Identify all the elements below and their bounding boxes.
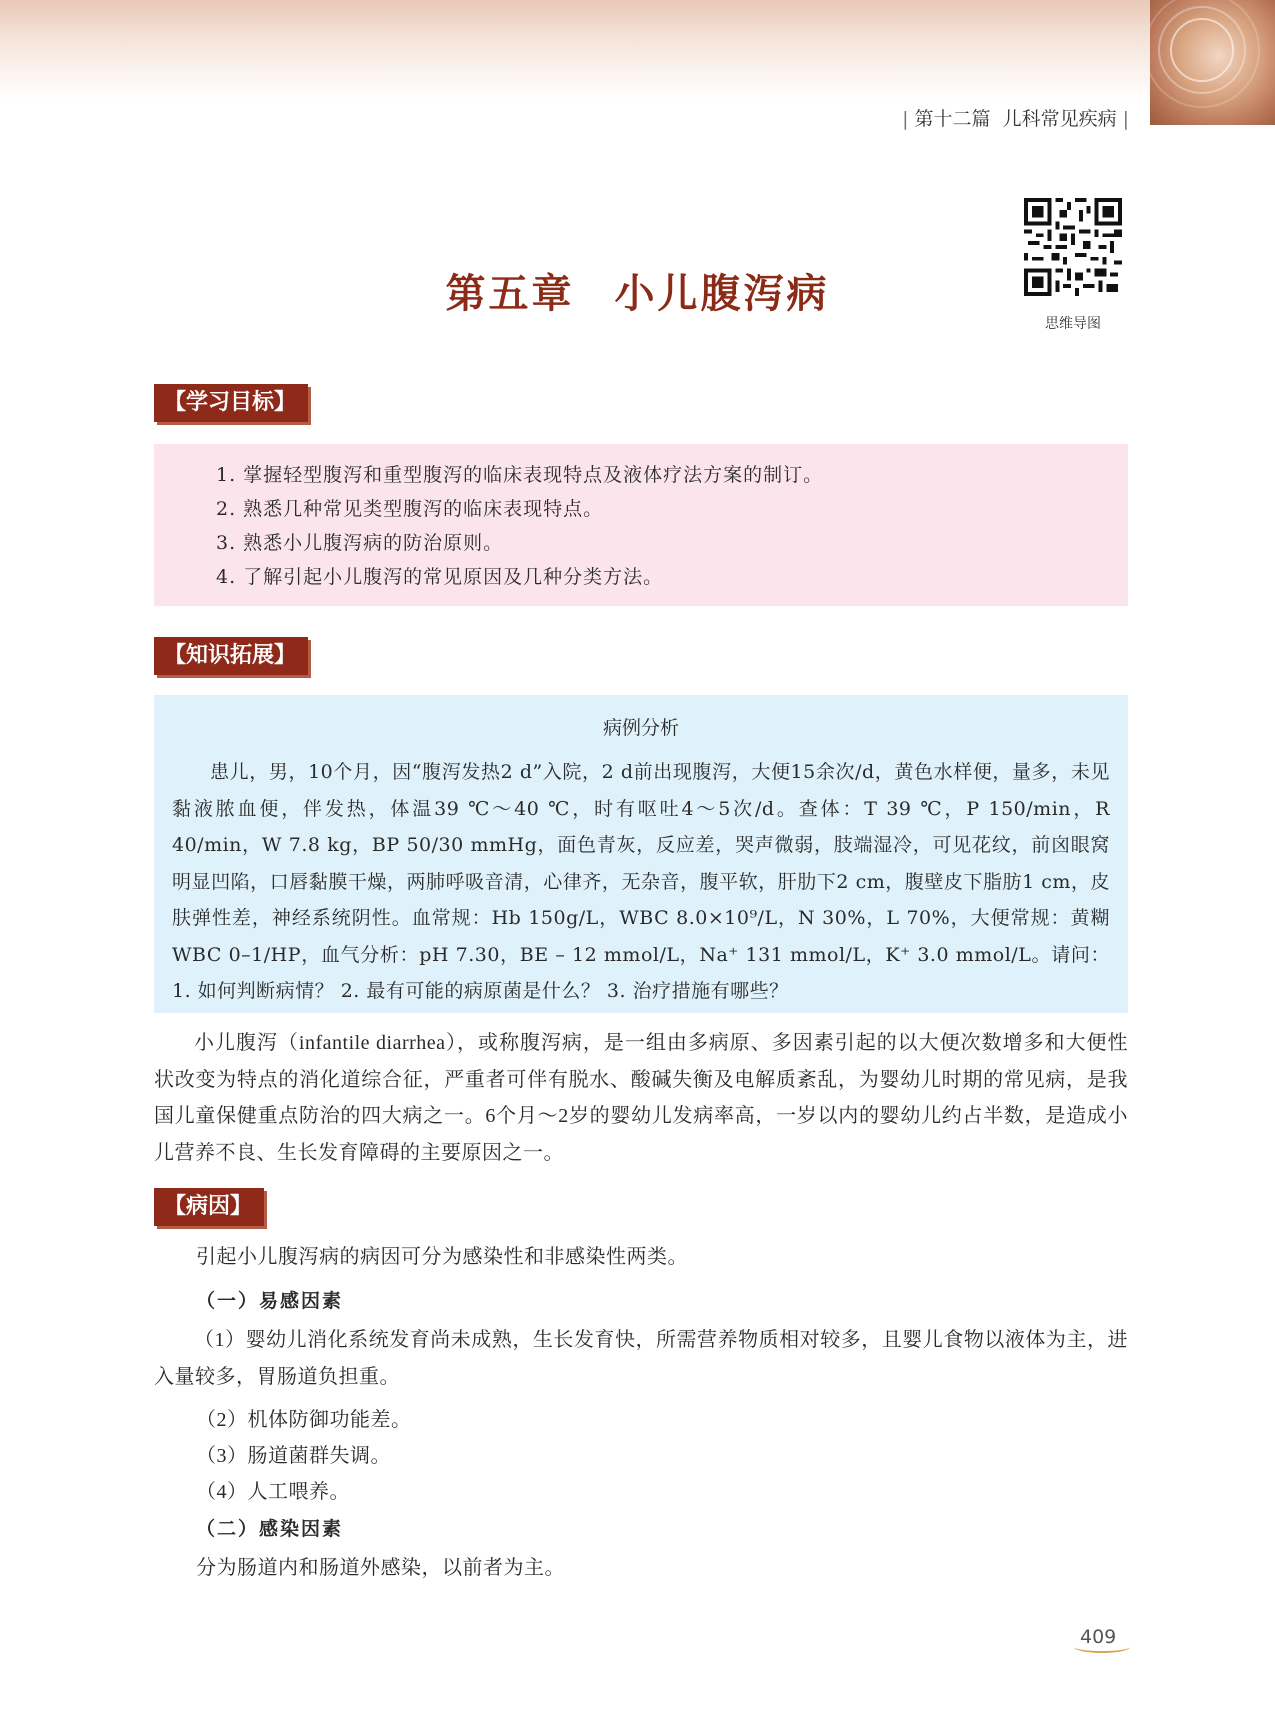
- part-label: 第十二篇: [914, 108, 991, 130]
- case-title: 病例分析: [602, 717, 679, 739]
- etiology-item: （4）人工喂养。: [196, 1481, 350, 1503]
- etiology-item: （2）机体防御功能差。: [196, 1409, 412, 1431]
- qr-code-icon[interactable]: [1024, 198, 1122, 296]
- etiology-lead: 引起小儿腹泻病的病因可分为感染性和非感染性两类。: [196, 1246, 688, 1268]
- etiology-item: （1）婴幼儿消化系统发育尚未成熟，生长发育快，所需营养物质相对较多，且婴儿食物以液体为主，进入量较多，胃肠道负担重。: [154, 1329, 1128, 1388]
- case-text: 患儿，男，10个月，因“腹泻发热2 d”入院，2 d前出现腹泻，大便15余次/d，黄色水样便，量多，未见黏液脓血便，伴发热，体温39 ℃～40 ℃，时有呕吐4～5次/d。查体：T 39 ℃，P 150/min，R 40/min，W 7.8 kg，BP 50/30 mmHg，面色青灰，反应差，哭声微弱，肢端湿冷，可见花纹，前囟眼窝明显凹陷，口唇黏膜干燥，两肺呼吸音清，心律齐，无杂音，腹平软，肝肋下2 cm，腹壁皮下脂肪1 cm，皮肤弹性差，神经系统阴性。血常规：Hb 150g/L，WBC 8.0×10⁹/L，N 30%，L 70%，大便常规：黄糊WBC 0–1/HP，血气分析：pH 7.30，BE – 12 mmol/L，Na⁺ 131 mmol/L，K⁺ 3.0 mmol/L。请问：1. 如何判断病情？ 2. 最有可能的病原菌是什么？ 3. 治疗措施有哪些？: [172, 761, 1110, 1002]
- page-number-text: 409: [1080, 1626, 1117, 1648]
- objective-item: 1. 掌握轻型腹泻和重型腹泻的临床表现特点及液体疗法方案的制订。: [216, 464, 824, 486]
- objectives-heading: 【学习目标】: [154, 384, 308, 422]
- objectives-list: [154, 444, 1128, 594]
- corner-decoration-image: [1150, 0, 1275, 125]
- etiology-heading: 【病因】: [154, 1188, 264, 1226]
- case-analysis-box: [154, 695, 1128, 1013]
- objective-item: 4. 了解引起小儿腹泻的常见原因及几种分类方法。: [216, 566, 664, 588]
- qr-caption: 思维导图: [1045, 316, 1101, 332]
- part-title: 儿科常见疾病: [1002, 108, 1117, 130]
- objective-item: 3. 熟悉小儿腹泻病的防治原则。: [216, 532, 504, 554]
- chapter-number: 第五章: [445, 270, 575, 317]
- intro-paragraph: 小儿腹泻（infantile diarrhea），或称腹泻病，是一组由多病原、多因素引起的以大便次数增多和大便性状改变为特点的消化道综合征，严重者可伴有脱水、酸碱失衡及电解质紊乱，为婴幼儿时期的常见病，是我国儿童保健重点防治的四大病之一。6个月～2岁的婴幼儿发病率高，一岁以内的婴幼儿约占半数，是造成小儿营养不良、生长发育障碍的主要原因之一。: [154, 1032, 1128, 1164]
- page-number-swoosh: [1074, 1641, 1130, 1653]
- running-head: | 第十二篇 儿科常见疾病 |: [902, 108, 1129, 130]
- infection-text: 分为肠道内和肠道外感染，以前者为主。: [196, 1557, 565, 1579]
- subsection-heading: （一）易感因素: [196, 1290, 344, 1312]
- extension-heading: 【知识拓展】: [154, 637, 308, 675]
- objective-item: 2. 熟悉几种常见类型腹泻的临床表现特点。: [216, 498, 604, 520]
- page-number: [1080, 1626, 1116, 1648]
- etiology-item: （3）肠道菌群失调。: [196, 1445, 391, 1467]
- objectives-box: [154, 444, 1128, 606]
- chapter-name: 小儿腹泻病: [614, 270, 830, 317]
- header-band: [0, 0, 1275, 100]
- subsection-heading: （二）感染因素: [196, 1518, 344, 1540]
